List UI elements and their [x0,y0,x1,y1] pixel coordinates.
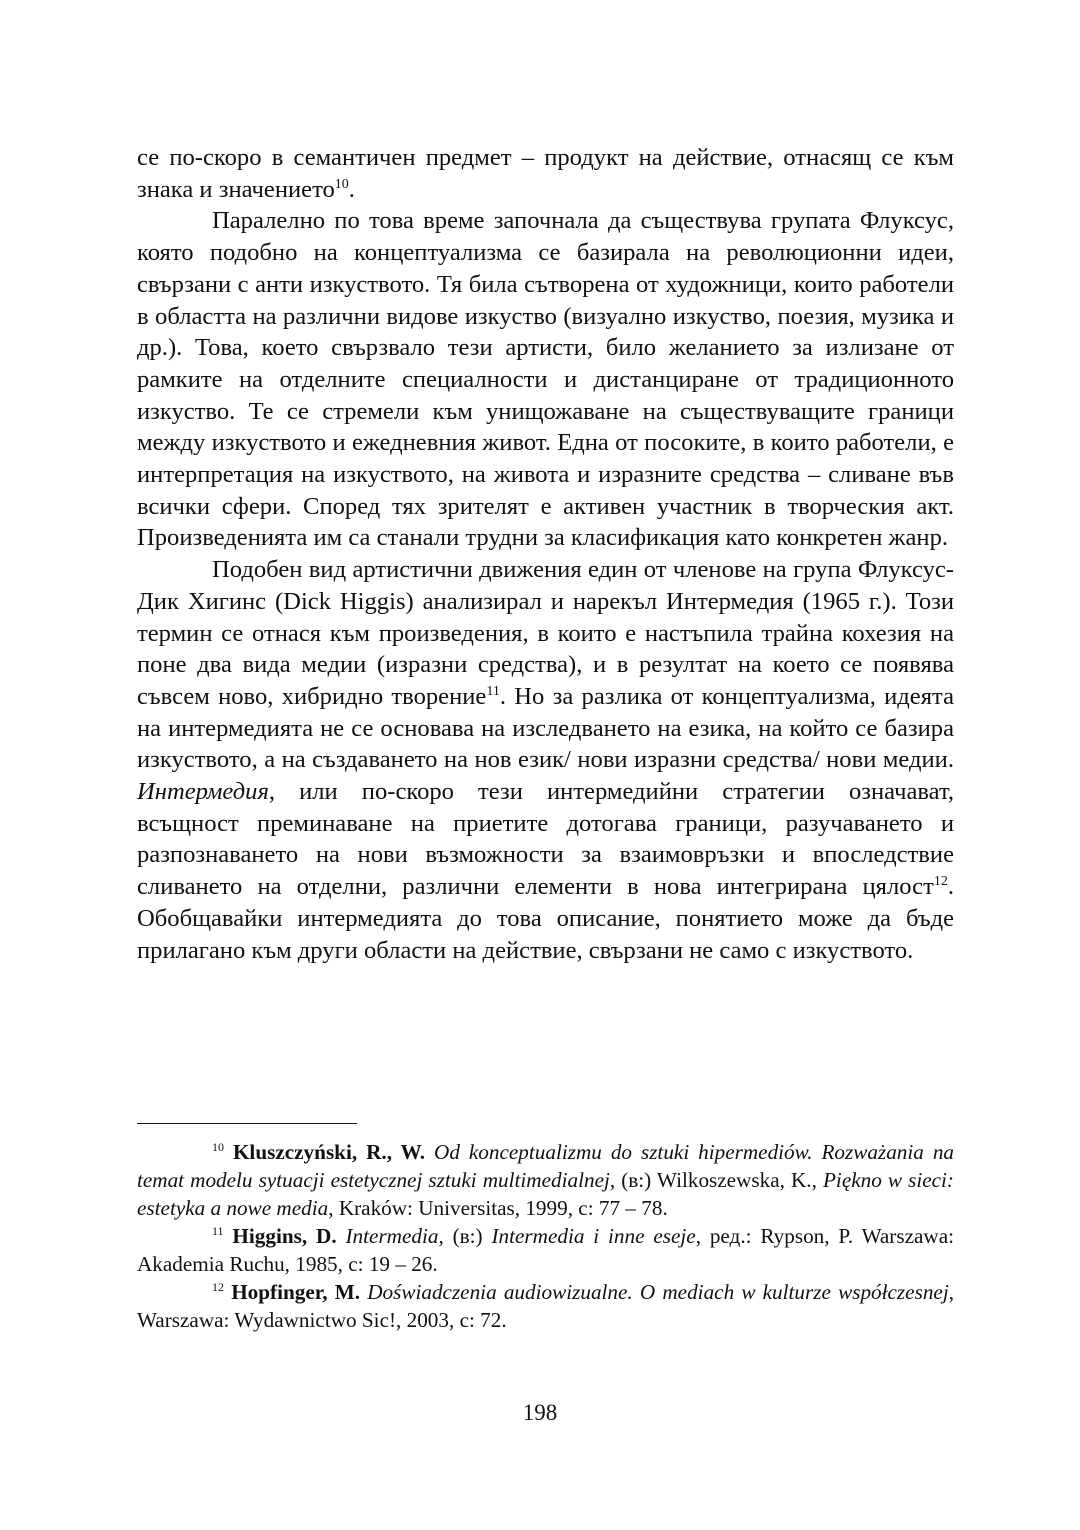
citation-author: Higgins, D. [232,1224,337,1248]
footnote [137,1222,954,1278]
text-run: се по-скоро в семантичен предмет – продукт на действие, отнасящ се към знака и значението [137,144,954,203]
footnote-reference: 11 [212,1223,224,1238]
italic-text: Intermedia i inne eseje [491,1224,696,1248]
footnote-reference: 12 [212,1279,224,1294]
italic-text: Od konceptualizmu do sztuki hipermediów. Rozważania na temat modelu sytuacji estetycznej sztuki multimedialnej [137,1140,955,1192]
text-run: Подобен вид артистични движения един от членове на група Флуксус-Дик Хигинс (Dick Higgis) анализирал и нарекъл Интермедия (1965 г.). Този термин се отнася към произведения, в които е настъпила трайна кохезия на поне два вида медии (изразни средства), и в резултат на което се появява съвсем ново, хибридно творение [137,556,954,710]
italic-text: Doświadczenia audiowizualne. O mediach w kulturze współczesnej [367,1280,949,1304]
footnote [137,1138,954,1222]
footnote-reference: 12 [933,873,948,889]
text-run [337,1224,346,1248]
text-run: , Kraków: Universitas, 1999, с: 77 – 78. [328,1196,668,1220]
footnote-separator [137,1123,357,1124]
text-run: . Обобщавайки интермедията до това описание, понятието може да бъде прилагано към други области на действие, свързани не само с изкуството. [137,873,954,964]
text-run: , или по-скоро тези интермедийни стратегии означават, всъщност преминаване на приетите дотогава граници, разучаването и разпознаването на нови възможности за взаимовръзки и впоследствие сливането на отделни, различни елементи в нова интегрирана цялост [137,778,954,901]
citation-author: Kluszczyński, R., W. [232,1140,426,1164]
italic-text: Piękno w sieci: estetyka a nowe media [137,1168,954,1220]
text-run: , Warszawa: Wydawnictwo Sic!, 2003, с: 72. [137,1280,955,1332]
footnote-reference: 11 [486,683,500,699]
text-run [425,1140,434,1164]
footnotes [137,1138,954,1334]
italic-text: Интермедия [137,778,269,806]
text-run: . Но за разлика от концептуализма, идеята на интермедията не се основава на изследването на езика, на който се базира изкуството, а на създаването на нов език/ нови изразни средства/ нови медии. [137,682,954,774]
page-number: 198 [522,1400,558,1425]
footnote [137,1278,954,1334]
text-run: , ред.: Rypson, P. Warszawa: Akademia Ruchu, 1985, с: 19 – 26. [137,1224,955,1276]
footnote-reference: 10 [212,1139,224,1154]
text-run: , (в:) Wilkoszewska, K., [609,1168,823,1192]
citation-author: Hopfinger, M. [231,1280,360,1304]
text-run: Паралелно по това време започнала да съществува групата Флуксус, която подобно на концептуализма се базирала на революционни идеи, свързани с анти изкуството. Тя била сътворена от художници, които работели в областта на различни видове изкуство (визуално изкуство, поезия, музика и др.). Това, което свързвало тези артисти, било желанието за излизане от рамките на отделните специалности и дистанциране от традиционното изкуство. Те се стремели към унищожаване на съществуващите граници между изкуството и ежедневния живот. Една от посоките, в които работели, е интерпретация на изкуството, на живота и изразните средства – сливане във всички сфери. Според тях зрителят е активен участник в творческия акт. Произведенията им са станали трудни за класификация като конкретен жанр. [137,207,954,552]
text-run: (в:) [443,1224,492,1248]
text-run: . [348,175,355,203]
italic-text: Intermedia, [345,1224,444,1248]
text-run [224,1140,233,1164]
footnote-reference: 10 [334,176,349,192]
body-paragraph [137,554,954,966]
body-paragraph [137,142,954,205]
main-body-text [137,142,954,966]
body-paragraph [137,205,954,554]
